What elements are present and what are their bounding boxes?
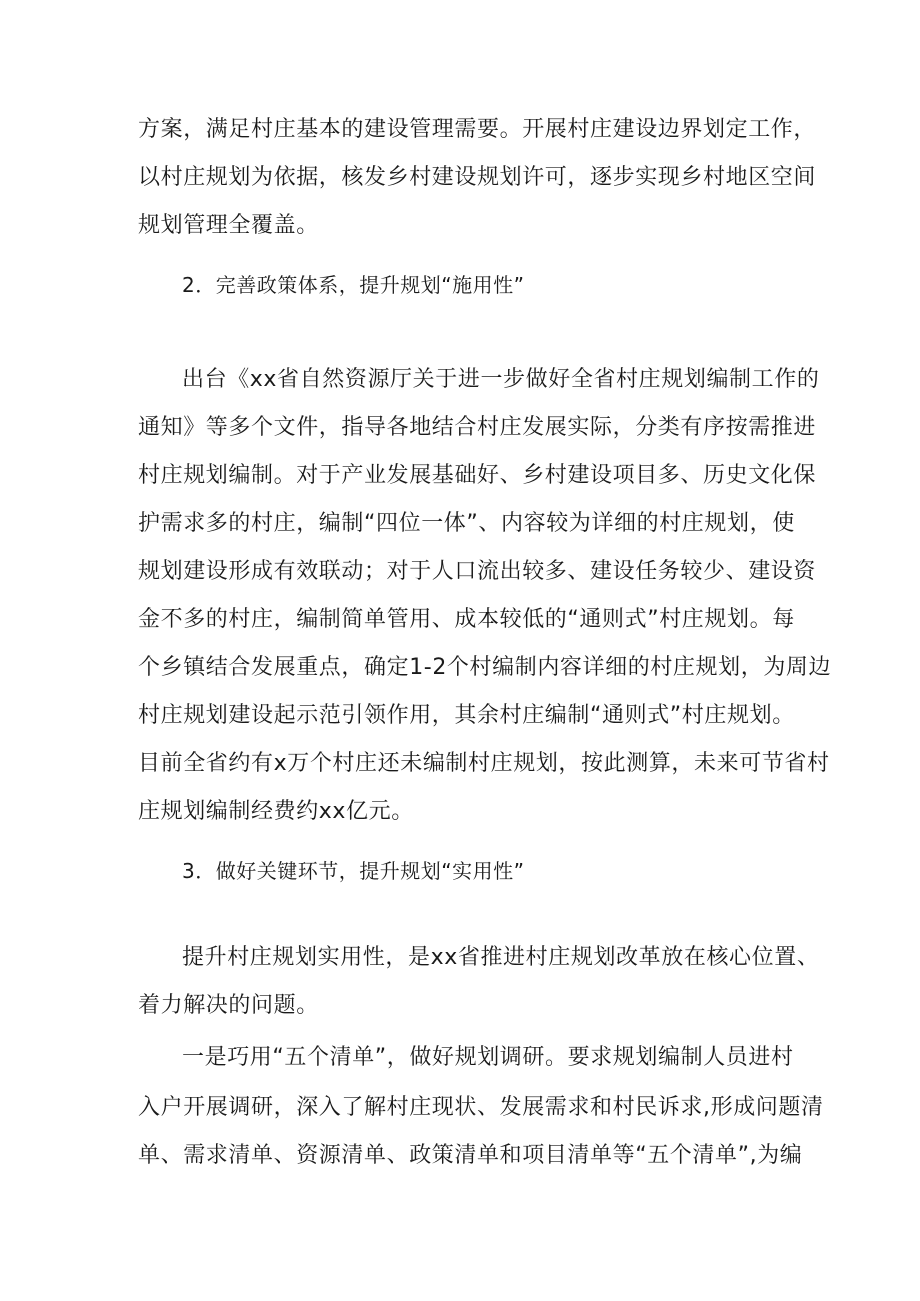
paragraph-3-line-2: 着力解决的问题。 bbox=[138, 993, 319, 1018]
paragraph-2-line-8: 村庄规划建设起示范引领作用，其余村庄编制“通则式”村庄规划。 bbox=[138, 703, 795, 728]
paragraph-1-line-3: 规划管理全覆盖。 bbox=[138, 213, 319, 238]
section-heading-2: 2．完善政策体系，提升规划“施用性” bbox=[182, 273, 525, 297]
paragraph-2-line-3: 村庄规划编制。对于产业发展基础好、乡村建设项目多、历史文化保 bbox=[138, 463, 817, 488]
paragraph-2-line-2: 通知》等多个文件，指导各地结合村庄发展实际，分类有序按需推进 bbox=[138, 415, 817, 440]
paragraph-2-line-9: 目前全省约有x万个村庄还未编制村庄规划，按此测算，未来可节省村 bbox=[138, 751, 830, 776]
paragraph-2-line-5: 规划建设形成有效联动；对于人口流出较多、建设任务较少、建设资 bbox=[138, 559, 817, 584]
paragraph-2-line-4: 护需求多的村庄，编制“四位一体”、内容较为详细的村庄规划，使 bbox=[138, 511, 795, 536]
paragraph-3-line-1: 提升村庄规划实用性，是xx省推进村庄规划改革放在核心位置、 bbox=[182, 945, 820, 970]
paragraph-4-line-1: 一是巧用“五个清单”，做好规划调研。要求规划编制人员进村 bbox=[182, 1045, 794, 1070]
section-heading-3: 3．做好关键环节，提升规划“实用性” bbox=[182, 859, 525, 883]
paragraph-1-line-1: 方案，满足村庄基本的建设管理需要。开展村庄建设边界划定工作， bbox=[138, 117, 817, 142]
paragraph-2-line-10: 庄规划编制经费约xx亿元。 bbox=[138, 799, 414, 824]
paragraph-4-line-3: 单、需求清单、资源清单、政策清单和项目清单等“五个清单”,为编 bbox=[138, 1143, 803, 1168]
paragraph-2-line-7: 个乡镇结合发展重点，确定1-2个村编制内容详细的村庄规划，为周边 bbox=[138, 655, 832, 680]
paragraph-4-line-2: 入户开展调研，深入了解村庄现状、发展需求和村民诉求,形成问题清 bbox=[138, 1095, 824, 1120]
paragraph-1-line-2: 以村庄规划为依据，核发乡村建设规划许可，逐步实现乡村地区空间 bbox=[138, 165, 817, 190]
paragraph-2-line-1: 出台《xx省自然资源厅关于进一步做好全省村庄规划编制工作的 bbox=[182, 367, 820, 392]
paragraph-2-line-6: 金不多的村庄，编制简单管用、成本较低的“通则式”村庄规划。每 bbox=[138, 607, 795, 632]
